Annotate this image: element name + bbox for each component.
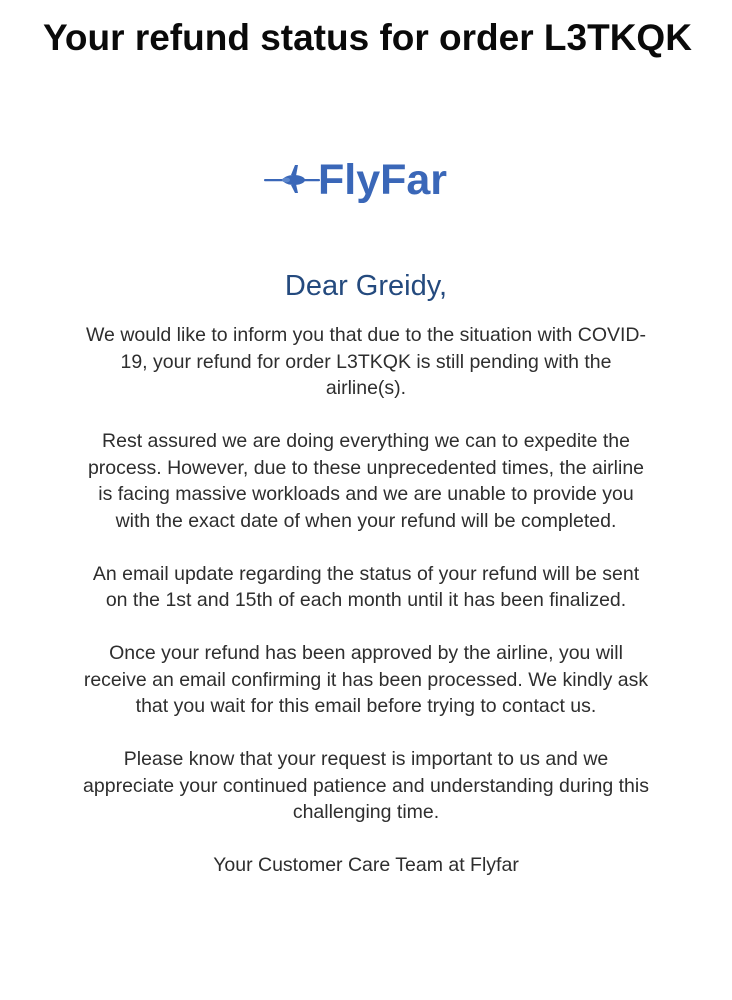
logo-text: FlyFar — [318, 155, 448, 204]
greeting: Dear Greidy, — [284, 270, 448, 302]
paragraph-update-schedule: An email update regarding the status of your refund will be sent on the 1st and 15th of each month until it has been finalized. — [92, 562, 640, 611]
signoff: Your Customer Care Team at Flyfar — [213, 854, 519, 876]
email-subject: Your refund status for order L3TKQK — [43, 17, 692, 58]
paragraph-expedite: Rest assured we are doing everything we can to expedite the process. However, due to these unprecedented times, the airline is facing massive workloads and we are unable to provide you with the exact date of when your refund will be completed. — [87, 430, 645, 532]
paragraph-thanks: Please know that your request is important to us and we appreciate your continued patience and understanding during this challenging time. — [83, 748, 649, 823]
airplane-icon — [262, 160, 322, 200]
paragraph-covid-notice: We would like to inform you that due to the situation with COVID-19, your refund for order L3TKQK is still pending with the airline(s). — [86, 324, 646, 399]
email-body — [80, 322, 652, 905]
paragraph-approval: Once your refund has been approved by the airline, you will receive an email confirming it has been processed. We kindly ask that you wait for this email before trying to contact us. — [83, 642, 649, 717]
flyfar-logo — [262, 150, 472, 210]
